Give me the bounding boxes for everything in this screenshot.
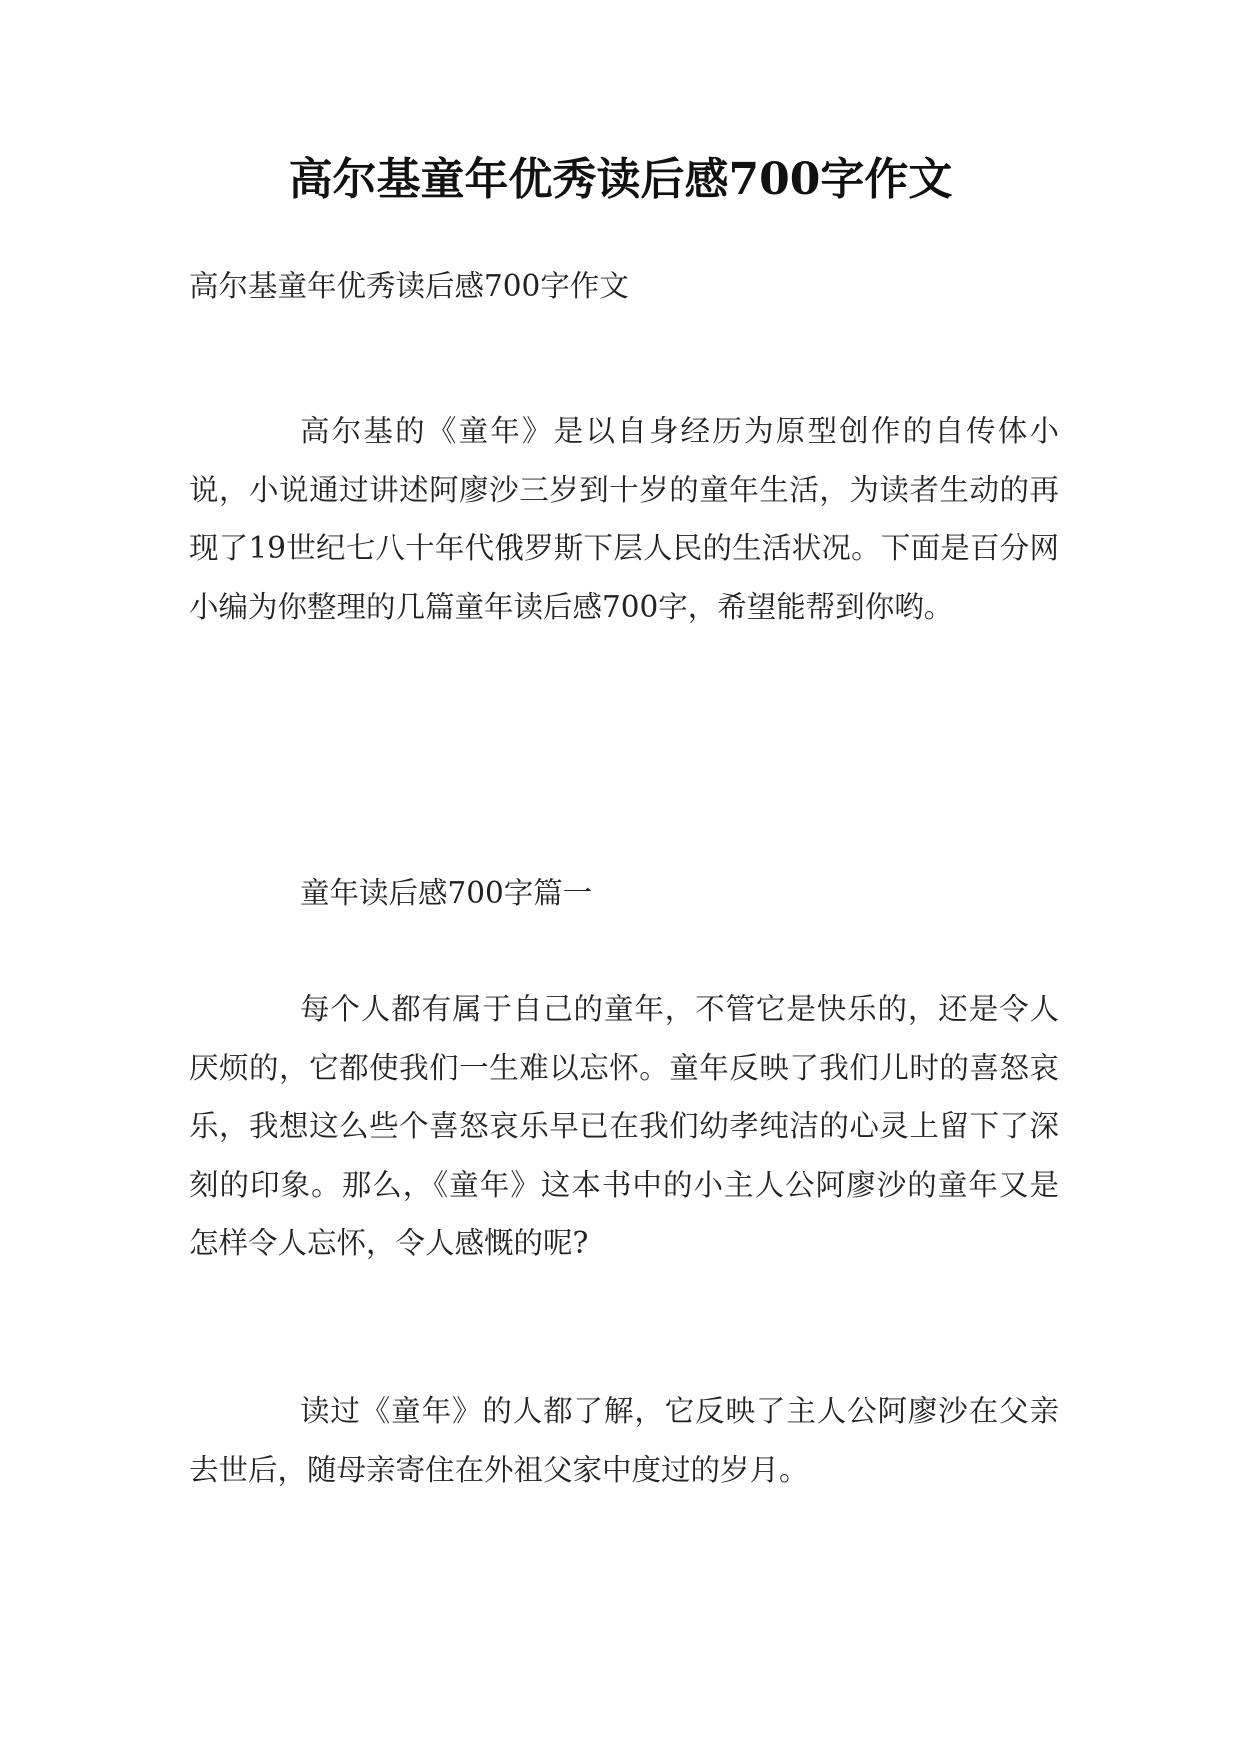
intro-paragraph: 高尔基的《童年》是以自身经历为原型创作的自传体小说，小说通过讲述阿廖沙三岁到十岁的童年生活，为读者生动的再现了19世纪七八十年代俄罗斯下层人民的生活状况。下面是百分网小编为你整理的几篇童年读后感700字，希望能帮到你哟。 xyxy=(189,414,1059,624)
document-subtitle: 高尔基童年优秀读后感700字作文 xyxy=(189,269,629,303)
body-paragraph: 读过《童年》的人都了解，它反映了主人公阿廖沙在父亲去世后，随母亲寄住在外祖父家中度过的岁月。 xyxy=(189,1394,1059,1487)
body-paragraph: 每个人都有属于自己的童年，不管它是快乐的，还是令人厌烦的，它都使我们一生难以忘怀。童年反映了我们儿时的喜怒哀乐，我想这么些个喜怒哀乐早已在我们幼孝纯洁的心灵上留下了深刻的印象。那么，《童年》这本书中的小主人公阿廖沙的童年又是怎样令人忘怀，令人感慨的呢? xyxy=(189,992,1059,1260)
document-title: 高尔基童年优秀读后感700字作文 xyxy=(288,154,953,205)
section-heading: 童年读后感700字篇一 xyxy=(300,876,593,910)
